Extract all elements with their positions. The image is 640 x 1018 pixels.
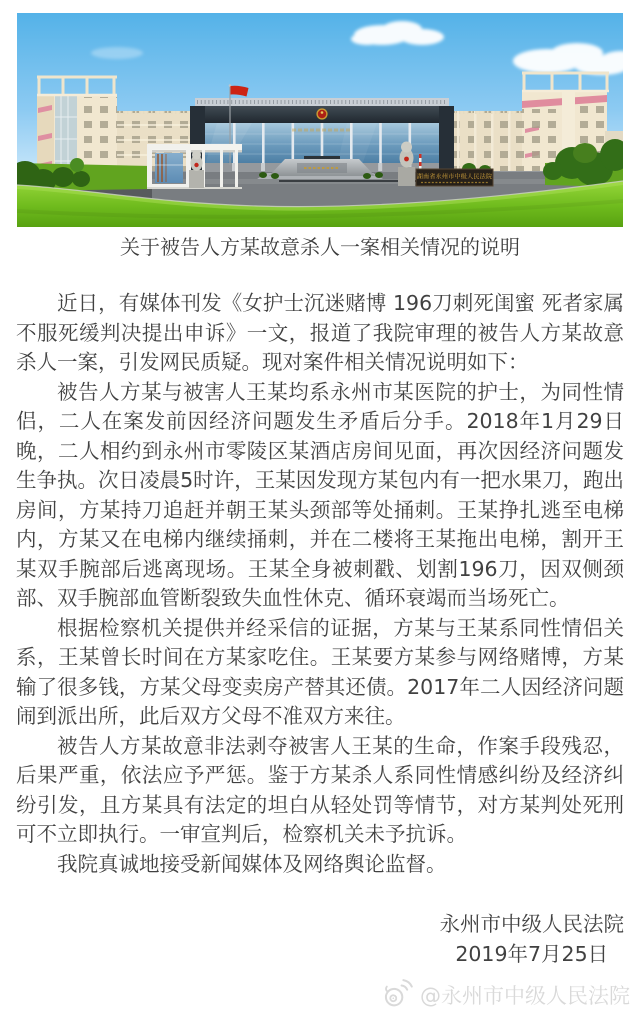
signature-org: 永州市中级人民法院: [439, 912, 624, 936]
statement-title: 关于被告人方某故意杀人一案相关情况的说明: [120, 235, 520, 259]
statement-page: [0, 13, 640, 1018]
national-emblem-icon: [316, 108, 327, 119]
watermark-text: @永州市中级人民法院: [420, 984, 630, 1008]
statement-paragraph: 被告人方某与被害人王某均系永州市某医院的护士，为同性情侣，二人在案发前因经济问题发生矛盾后分手。2018年1月29日晚，二人相约到永州市零陵区某酒店房间见面，再次因经济问题发生争执。次日凌晨5时许，王某因发现方某包内有一把水果刀，跑出房间，方某持刀追赶并朝王某头颈部等处捅刺。王某挣扎逃至电梯内，方某又在电梯内继续捅刺，并在二楼将王某拖出电梯，割开王某双手腕部后逃离现场。王某全身被刺戳、划割196刀，因双侧颈部、双手腕部血管断裂致失血性休克、循环衰竭而当场死亡。: [16, 379, 624, 610]
court-name-sign: [416, 169, 493, 186]
statement-paragraph: 我院真诚地接受新闻媒体及网络舆论监督。: [57, 851, 447, 876]
weibo-icon: [380, 975, 418, 1017]
signature-block: [0, 909, 624, 969]
statement-paragraph: 被告人方某故意非法剥夺被害人王某的生命，作案手段残忍，后果严重，依法应予严惩。鉴于方某杀人系同性情感纠纷及经济纠纷引发，且方某具有法定的坦白从轻处罚等情节，对方某判处死刑可不立即执行。一审宣判后，检察机关未予抗诉。: [16, 733, 624, 846]
weibo-watermark: [382, 977, 630, 1015]
courthouse-photo-svg: [17, 13, 623, 227]
statement-paragraph: 根据检察机关提供并经采信的证据，方某与王某系同性情侣关系，王某曾长时间在方某家吃住。王某要方某参与网络赌博，方某输了很多钱，方某父母变卖房产替其还债。2017年二人因经济问题闹到派出所，此后双方父母不准双方来往。: [16, 615, 624, 728]
statement-body: [16, 289, 624, 879]
gate-sign-text: 湖南省永州市中级人民法院: [416, 173, 493, 181]
statement-paragraph: 近日，有媒体刊发《女护士沉迷赌博 196刀刺死闺蜜 死者家属不服死缓判决提出申诉》一文，报道了我院审理的被告人方某故意杀人一案，引发网民质疑。现对案件相关情况说明如下：: [16, 291, 624, 374]
courthouse-photo: [17, 13, 623, 227]
traffic-barrier: [419, 154, 422, 170]
signature-date: 2019年7月25日: [455, 942, 609, 966]
